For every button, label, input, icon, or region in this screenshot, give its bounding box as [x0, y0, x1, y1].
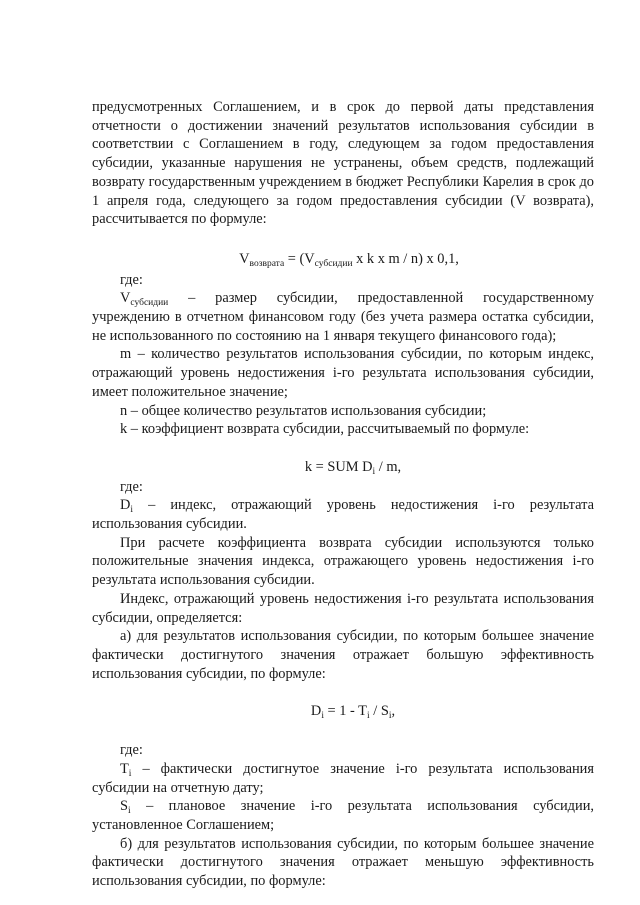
d-symbol: D — [120, 497, 131, 514]
t-symbol: T — [120, 760, 129, 777]
formula-d-mid-sub: i — [366, 711, 370, 722]
s-symbol-sub: i — [128, 806, 131, 817]
formula-k-rest: / m, — [375, 458, 402, 475]
definition-t — [92, 760, 594, 797]
formula-d-mid: = 1 - T — [323, 703, 367, 720]
paragraph-case-b: б) для результатов использования субсидии, по которым большее значение фактически достигнутого значения отражает меньшую эффективность использования субсидии, по формуле: — [92, 835, 594, 890]
s-symbol: S — [120, 798, 129, 815]
paragraph-calc-note: При расчете коэффициента возврата субсидии используются только положительные значения индекса, отражающего уровень недостижения i-го результата использования субсидии. — [92, 534, 594, 589]
definition-d — [92, 496, 594, 533]
s-text: – плановое значение i-го результата использования субсидии, установленное Соглашением; — [92, 798, 594, 833]
document-body — [92, 98, 594, 891]
formula-d-lhs: D — [310, 703, 322, 720]
definition-v-subsidy — [92, 289, 594, 345]
paragraph-case-a: а) для результатов использования субсидии, по которым большее значение фактически достигнутого значения отражает большую эффективность использования субсидии, по формуле: — [92, 628, 594, 682]
paragraph-index-intro: Индекс, отражающий уровень недостижения i-го результата использования субсидии, определяется: — [92, 590, 594, 626]
formula-v-return-subsidy-sub: субсидии — [314, 258, 353, 269]
v-subsidy-symbol-sub: субсидии — [130, 298, 169, 309]
formula-k-lead: k = SUM D — [304, 458, 373, 475]
definition-n: n – общее количество результатов использования субсидии; — [120, 402, 487, 419]
definition-s — [92, 797, 594, 834]
definition-k: k – коэффициент возврата субсидии, рассчитываемый по формуле: — [120, 421, 530, 438]
where-label-1: где: — [120, 271, 143, 288]
where-label-2: где: — [120, 478, 143, 495]
t-text: – фактически достигнутое значение i-го результата использования субсидии на отчетную дату; — [92, 760, 594, 796]
formula-d-lhs-sub: i — [321, 711, 324, 722]
formula-v-return-lhs: V — [239, 250, 250, 267]
d-text: – индекс, отражающий уровень недостижения i-го результата использования субсидии. — [92, 497, 594, 533]
v-subsidy-text: – размер субсидии, предоставленной государственному учреждению в отчетном финансовом году (без учета размера остатка субсидии, не использованного по состоянию на 1 января текущего финансового года); — [92, 290, 594, 344]
formula-v-return-rest: x k x m / n) x 0,1, — [352, 250, 459, 267]
definition-m: m – количество результатов использования субсидии, по которым индекс, отражающий уровень недостижения i-го результата использования субсидии, имеет положительное значение; — [92, 346, 594, 400]
formula-v-return — [92, 250, 594, 269]
formula-d — [92, 702, 594, 721]
v-subsidy-symbol: V — [120, 290, 131, 307]
paragraph-intro: предусмотренных Соглашением, и в срок до первой даты представления отчетности о достижении значений результатов использования субсидии в соответствии с Соглашением в году, следующем за годом предоставления субсидии, указанные нарушения не устранены, объем средств, подлежащий возврату государственным учреждением в бюджет Республики Карелия в срок до 1 апреля года, следующего за годом предоставления субсидии (V возврата), рассчитывается по формуле: — [92, 99, 594, 228]
t-symbol-sub: i — [128, 768, 132, 779]
formula-v-return-open: = (V — [284, 250, 315, 267]
formula-k — [92, 458, 594, 477]
formula-d-end-sub: i — [388, 711, 392, 722]
where-label-3: где: — [120, 742, 143, 759]
formula-v-return-lhs-sub: возврата — [249, 258, 285, 269]
formula-d-slash: / S — [369, 703, 389, 720]
formula-k-sub: i — [372, 466, 376, 477]
d-symbol-sub: i — [130, 505, 134, 516]
formula-d-end: , — [391, 703, 396, 720]
